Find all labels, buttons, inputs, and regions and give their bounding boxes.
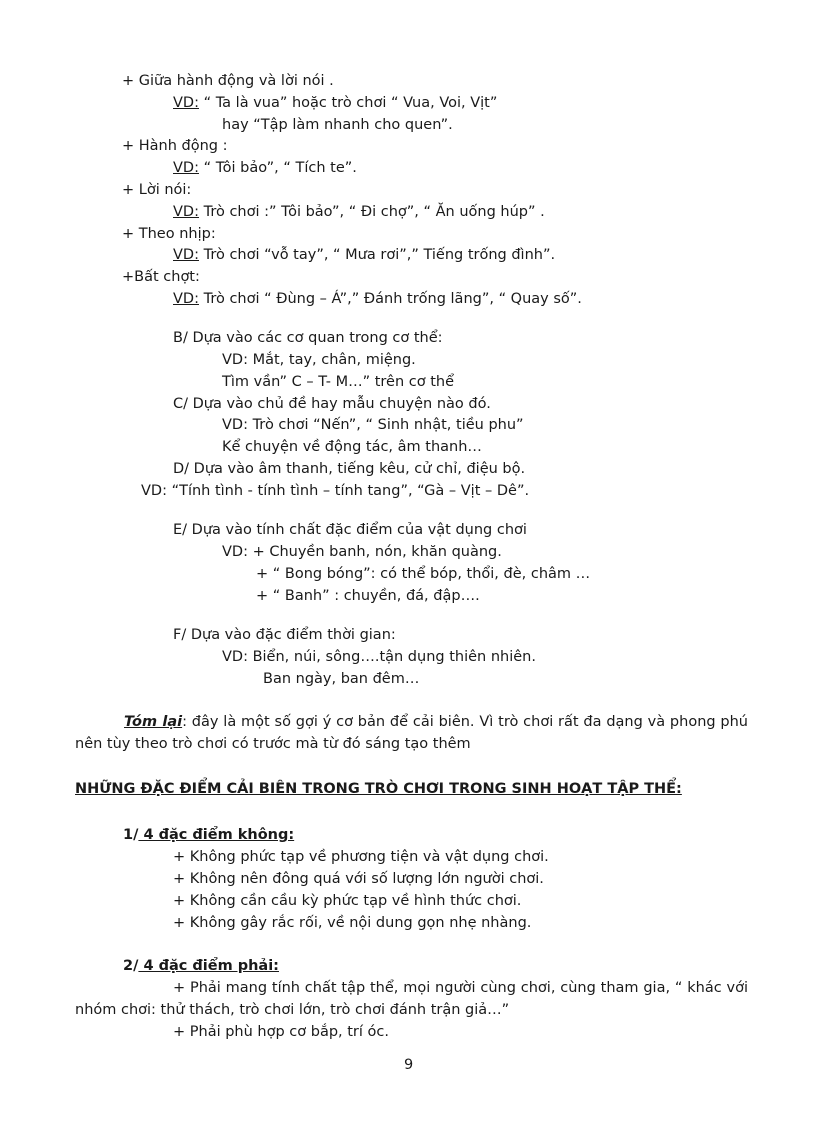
part-1-title <box>123 826 294 844</box>
line-hanh-dong: + Hành động : <box>122 138 228 154</box>
summary-text: : đây là một số gợi ý cơ bản để cải biên. Vì trò chơi rất đa dạng và phong phú nên tùy theo trò chơi có trước mà từ đó sáng tạo thêm <box>75 714 748 752</box>
vd-label: VD: <box>173 204 199 220</box>
part-1-item: + Không gây rắc rối, về nội dung gọn nhẹ nhàng. <box>173 915 532 931</box>
example-line-2: hay “Tập làm nhanh cho quen”. <box>222 117 453 133</box>
line-giua-hanh-dong: + Giữa hành động và lời nói . <box>122 73 334 89</box>
section-b-line: Tìm vần” C – T- M…” trên cơ thể <box>222 374 454 390</box>
section-f-line: Ban ngày, ban đêm… <box>263 671 420 687</box>
section-c-heading: C/ Dựa vào chủ đề hay mẫu chuyện nào đó. <box>173 396 491 412</box>
section-e-line: VD: + Chuyền banh, nón, khăn quàng. <box>222 544 502 560</box>
part-1-item: + Không cần cầu kỳ phức tạp về hình thức chơi. <box>173 893 522 909</box>
example-text: “ Ta là vua” hoặc trò chơi “ Vua, Voi, Vịt” <box>198 95 498 111</box>
example-text: Trò chơi “ Đùng – Á”,” Đánh trống lãng”, “ Quay số”. <box>198 291 582 307</box>
section-d-heading: D/ Dựa vào âm thanh, tiếng kêu, cử chỉ, điệu bộ. <box>173 461 526 477</box>
summary-paragraph <box>75 711 748 755</box>
section-e-heading: E/ Dựa vào tính chất đặc điểm của vật dụng chơi <box>173 522 527 538</box>
example-line-4 <box>173 203 545 221</box>
summary-label: Tóm lại <box>124 714 183 730</box>
vd-label: VD: <box>173 291 199 307</box>
section-f-line: VD: Biển, núi, sông….tận dụng thiên nhiên. <box>222 649 536 665</box>
section-d-line: VD: “Tính tình - tính tình – tính tang”, “Gà – Vịt – Dê”. <box>141 483 530 499</box>
line-loi-noi: + Lời nói: <box>122 182 192 198</box>
section-c-line: Kể chuyện về động tác, âm thanh… <box>222 439 482 455</box>
part-1-title-text: 4 đặc điểm không: <box>138 827 295 843</box>
section-b-line: VD: Mắt, tay, chân, miệng. <box>222 352 416 368</box>
part-1-item: + Không nên đông quá với số lượng lớn người chơi. <box>173 871 544 887</box>
section-heading: NHỮNG ĐẶC ĐIỂM CẢI BIÊN TRONG TRÒ CHƠI TRONG SINH HOẠT TẬP THỂ: <box>75 781 682 797</box>
line-theo-nhip: + Theo nhịp: <box>122 226 216 242</box>
part-2-number: 2/ <box>123 958 139 974</box>
part-2-item: + Phải phù hợp cơ bắp, trí óc. <box>173 1024 389 1040</box>
vd-label: VD: <box>173 247 199 263</box>
section-e-line: + “ Banh” : chuyền, đá, đập…. <box>256 588 480 604</box>
section-c-line: VD: Trò chơi “Nến”, “ Sinh nhật, tiều phu” <box>222 417 524 433</box>
part-1-number: 1/ <box>123 827 139 843</box>
example-line-1 <box>173 94 497 112</box>
part-2-title <box>123 957 279 975</box>
page-number: 9 <box>404 1057 414 1073</box>
example-text: Trò chơi :” Tôi bảo”, “ Đi chợ”, “ Ăn uống húp” . <box>198 204 545 220</box>
section-e-line: + “ Bong bóng”: có thể bóp, thổi, đè, châm … <box>256 566 591 582</box>
example-line-3 <box>173 159 357 177</box>
part-1-item: + Không phức tạp về phương tiện và vật dụng chơi. <box>173 849 549 865</box>
part-2-item: + Phải mang tính chất tập thể, mọi người cùng chơi, cùng tham gia, “ khác với nhóm chơi: thử thách, trò chơi lớn, trò chơi đánh trận giả…” <box>75 980 748 1018</box>
vd-label: VD: <box>173 160 199 176</box>
section-f-heading: F/ Dựa vào đặc điểm thời gian: <box>173 627 396 643</box>
line-bat-chot: +Bất chợt: <box>122 269 200 285</box>
example-line-5 <box>173 246 555 264</box>
example-text: “ Tôi bảo”, “ Tích te”. <box>198 160 357 176</box>
example-text: Trò chơi “vỗ tay”, “ Mưa rơi”,” Tiếng trống đình”. <box>198 247 556 263</box>
section-b-heading: B/ Dựa vào các cơ quan trong cơ thể: <box>173 330 443 346</box>
part-2-title-text: 4 đặc điểm phải: <box>138 958 279 974</box>
vd-label: VD: <box>173 95 199 111</box>
example-line-6 <box>173 290 582 308</box>
